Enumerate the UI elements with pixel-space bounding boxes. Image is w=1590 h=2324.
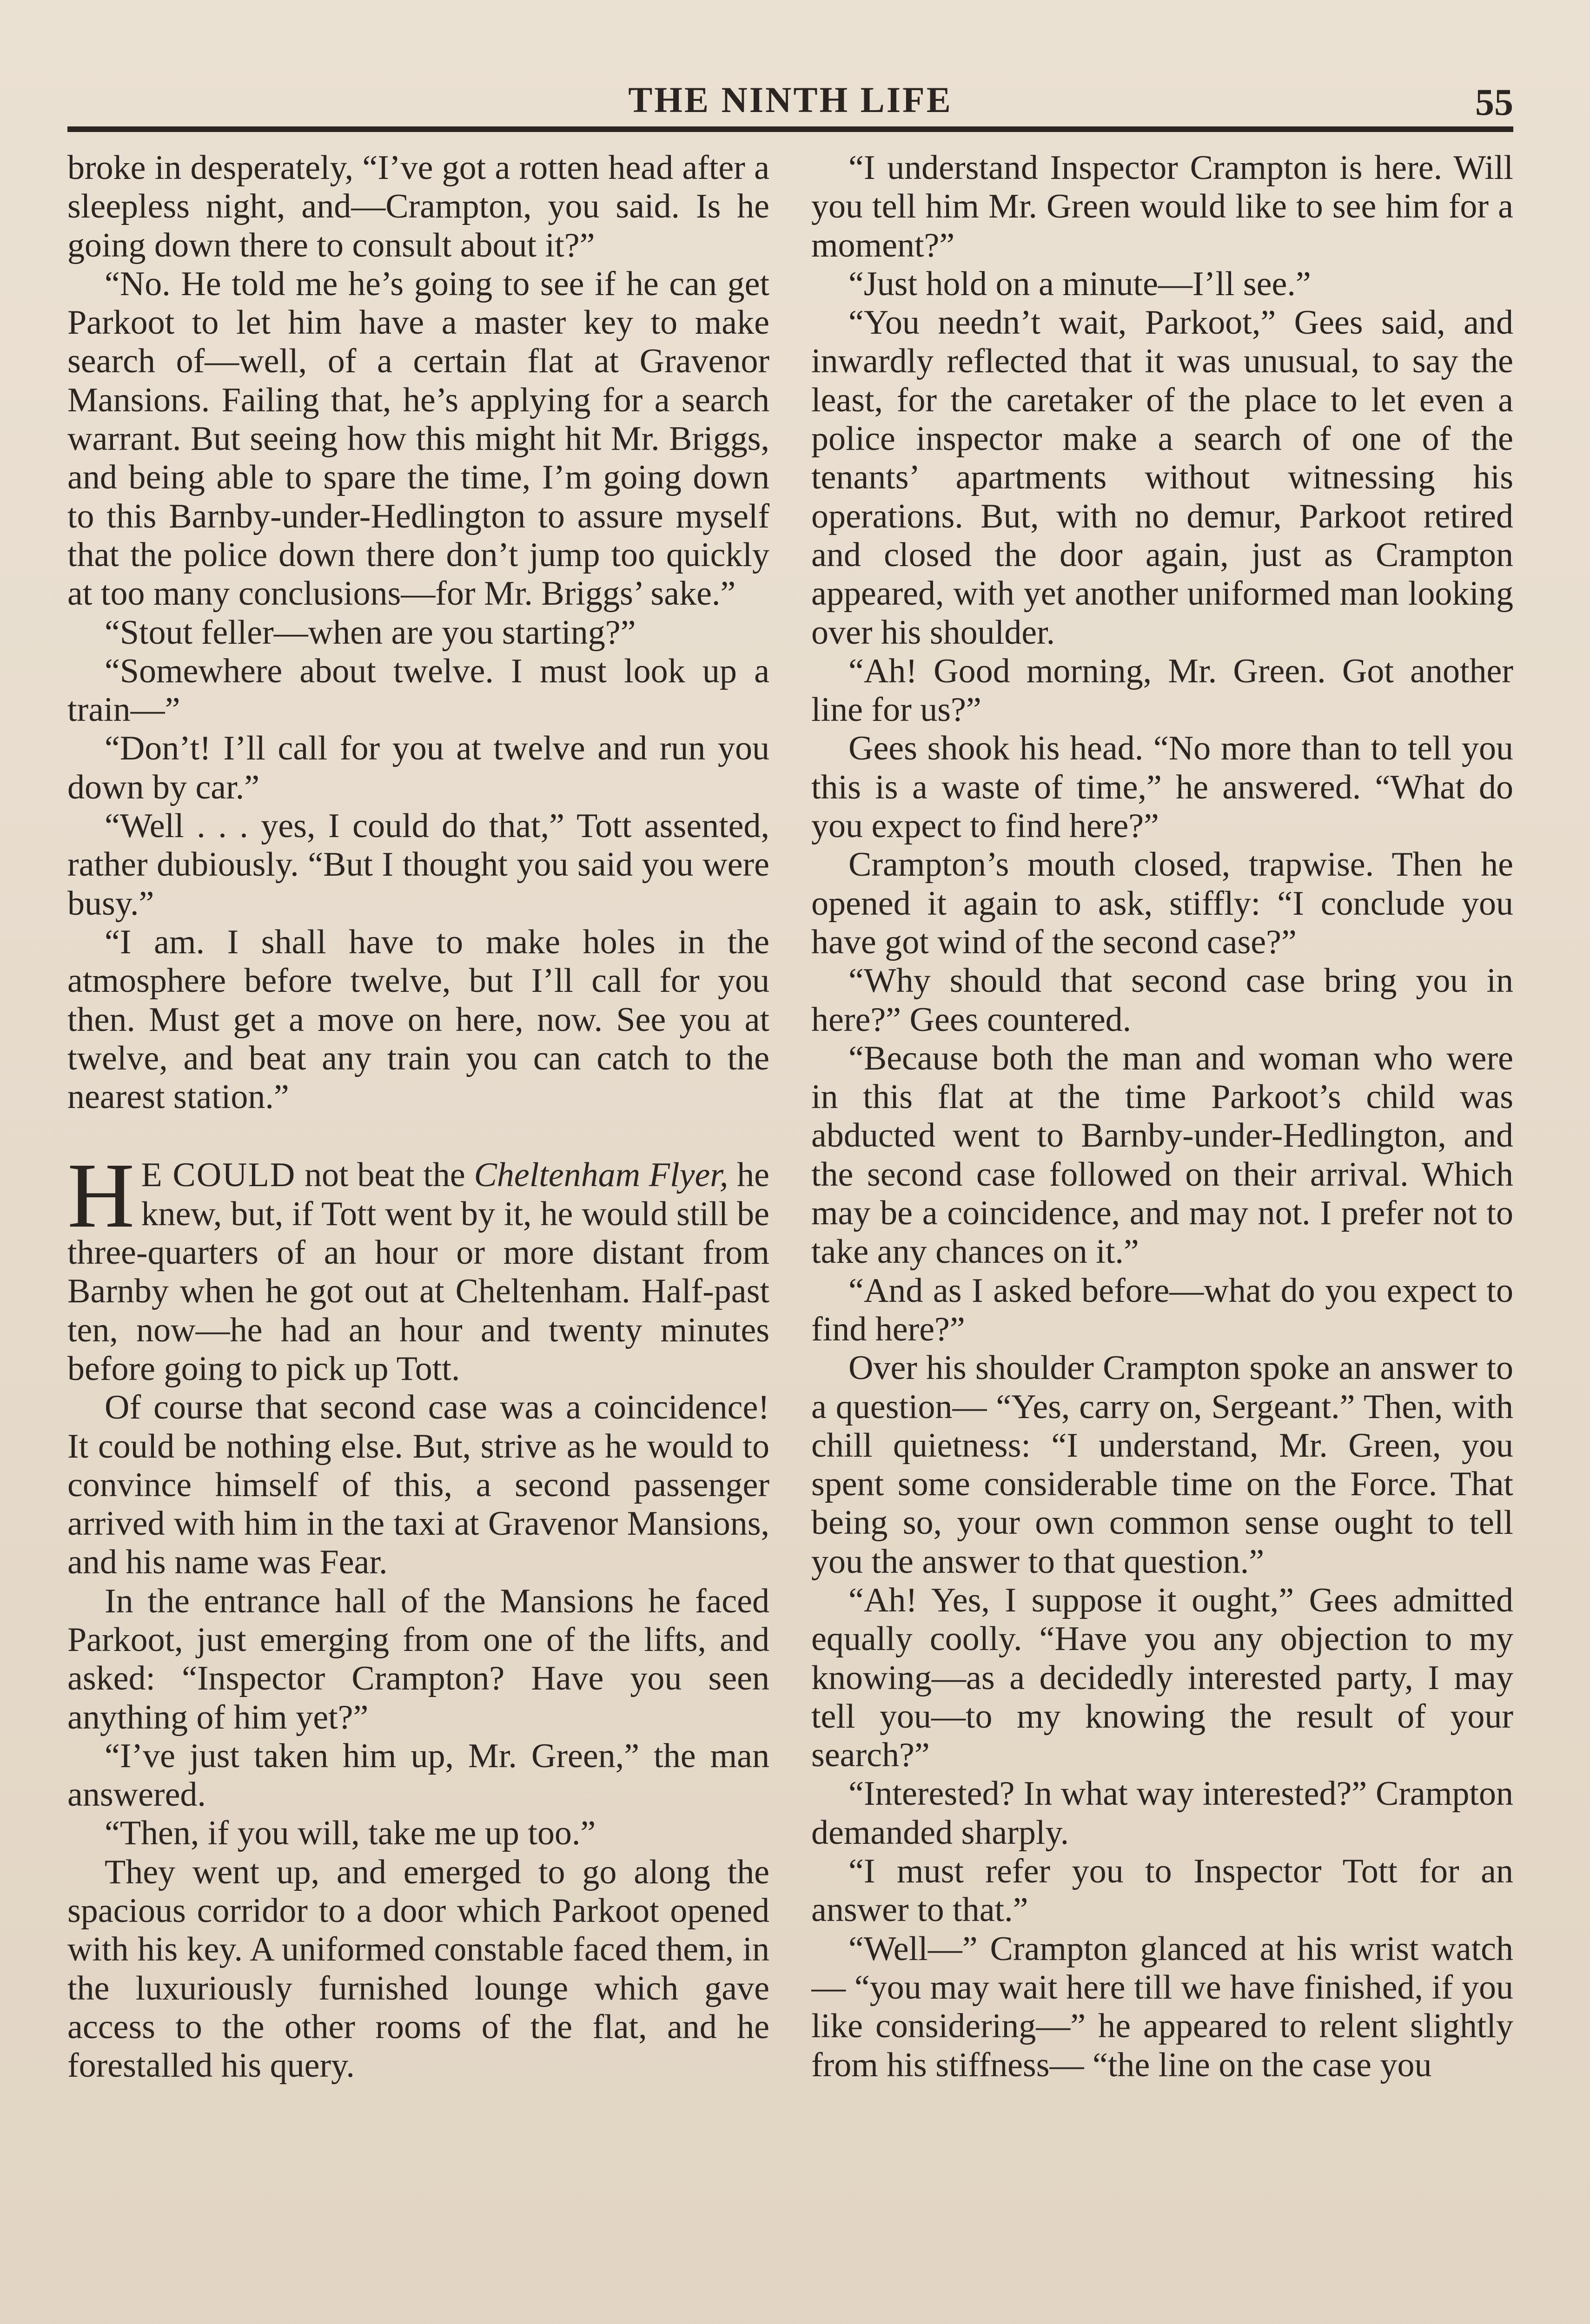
paragraph: Of course that second case was a coincidence! It could be nothing else. But, strive as he would to convince himself of this, a second passenger arrived with him in the taxi at Gravenor Mansions, and his name was Fear. (67, 1388, 769, 1582)
paragraph: broke in desperately, “I’ve got a rotten head after a sleepless night, and—Crampton, you said. Is he going down there to consult about it?” (67, 149, 769, 264)
paragraph: “Well—” Crampton glanced at his wrist watch— “you may wait here till we have finished, if you like considering—” he appeared to relent slightly from his stiffness— “the line on the case you (811, 1929, 1513, 2084)
paragraph: “You needn’t wait, Parkoot,” Gees said, and inwardly reflected that it was unusual, to say the least, for the caretaker of the place to let even a police inspector make a search of one of the tenants’ apartments without witnessing his operations. But, with no demur, Parkoot retired and closed the door again, just as Crampton appeared, with yet another uniformed man looking over his shoulder. (811, 304, 1513, 652)
paragraph: “Ah! Good morning, Mr. Green. Got another line for us?” (811, 652, 1513, 729)
paragraph: Crampton’s mouth closed, trapwise. Then he opened it again to ask, stiffly: “I conclude you have got wind of the second case?” (811, 845, 1513, 961)
paragraph: “Ah! Yes, I suppose it ought,” Gees admitted equally coolly. “Have you any objection to my knowing—as a decidedly interested party, I may tell you—to my knowing the result of your search?” (811, 1581, 1513, 1775)
running-title: THE NINTH LIFE (628, 79, 953, 120)
page-header (67, 74, 1513, 125)
paragraph: They went up, and emerged to go along the spacious corridor to a door which Parkoot opened with his key. A uniformed constable faced them, in the luxuriously furnished lounge which gave access to the other rooms of the flat, and he forestalled his query. (67, 1853, 769, 2085)
paragraph: In the entrance hall of the Mansions he faced Parkoot, just emerging from one of the lifts, and asked: “Inspector Crampton? Have you seen anything of him yet?” (67, 1582, 769, 1736)
paragraph: “I am. I shall have to make holes in the atmosphere before twelve, but I’ll call for you then. Must get a move on here, now. See you at twelve, and beat any train you can catch to the nearest station.” (67, 923, 769, 1116)
small-caps-lead: E COULD (141, 1156, 296, 1195)
paragraph: “Well . . . yes, I could do that,” Tott assented, rather dubiously. “But I thought you said you were busy.” (67, 807, 769, 923)
paragraph: “Stout feller—when are you starting?” (105, 613, 636, 652)
right-column (811, 149, 1513, 2324)
header-rule (67, 126, 1513, 132)
paragraph: “Why should that second case bring you in here?” Gees countered. (811, 962, 1513, 1039)
paragraph: “Because both the man and woman who were in this flat at the time Parkoot’s child was abducted went to Barnby-under-Hedlington, and the second case followed on their arrival. Which may be a coincidence, and may not. I prefer not to take any chances on it.” (811, 1039, 1513, 1271)
section-text: he knew, but, if Tott went by it, he would still be three-quarters of an hour or more distant from Barnby when he got out at Cheltenham. Half-past ten, now—he had an hour and twenty minutes before going to pick up Tott. (67, 1156, 769, 1388)
paragraph: “Then, if you will, take me up too.” (105, 1814, 596, 1853)
page-number: 55 (1475, 81, 1513, 123)
paragraph: “I must refer you to Inspector Tott for an answer to that.” (811, 1852, 1513, 1929)
paragraph: “Somewhere about twelve. I must look up a train—” (67, 652, 769, 729)
paragraph: “And as I asked before—what do you expect to find here?” (811, 1271, 1513, 1348)
paragraph: “I understand Inspector Crampton is here. Will you tell him Mr. Green would like to see him for a moment?” (811, 149, 1513, 264)
paragraph: “Don’t! I’ll call for you at twelve and run you down by car.” (67, 729, 769, 806)
left-column (67, 149, 769, 2324)
paragraph: “Interested? In what way interested?” Crampton demanded sharply. (811, 1775, 1513, 1852)
paragraph: “No. He told me he’s going to see if he can get Parkoot to let him have a master key to make search of—well, of a certain flat at Gravenor Mansions. Failing that, he’s applying for a search warrant. But seeing how this might hit Mr. Briggs, and being able to spare the time, I’m going down to this Barnby-under-Hedlington to assure myself that the police down there don’t jump too quickly at too many conclusions—for Mr. Briggs’ sake.” (67, 264, 769, 613)
section-text: not beat the (296, 1156, 474, 1195)
italic-title: Cheltenham Flyer, (474, 1156, 729, 1195)
section-opening-paragraph (67, 1144, 769, 1388)
drop-cap: H (67, 1144, 135, 1248)
paragraph: “Just hold on a minute—I’ll see.” (848, 264, 1311, 303)
paragraph: “I’ve just taken him up, Mr. Green,” the man answered. (67, 1736, 769, 1814)
paragraph: Gees shook his head. “No more than to tell you this is a waste of time,” he answered. “What do you expect to find here?” (811, 729, 1513, 845)
paragraph: Over his shoulder Crampton spoke an answer to a question— “Yes, carry on, Sergeant.” Then, with chill quietness: “I understand, Mr. Green, you spent some considerable time on the Force. That being so, your own common sense ought to tell you the answer to that question.” (811, 1349, 1513, 1581)
